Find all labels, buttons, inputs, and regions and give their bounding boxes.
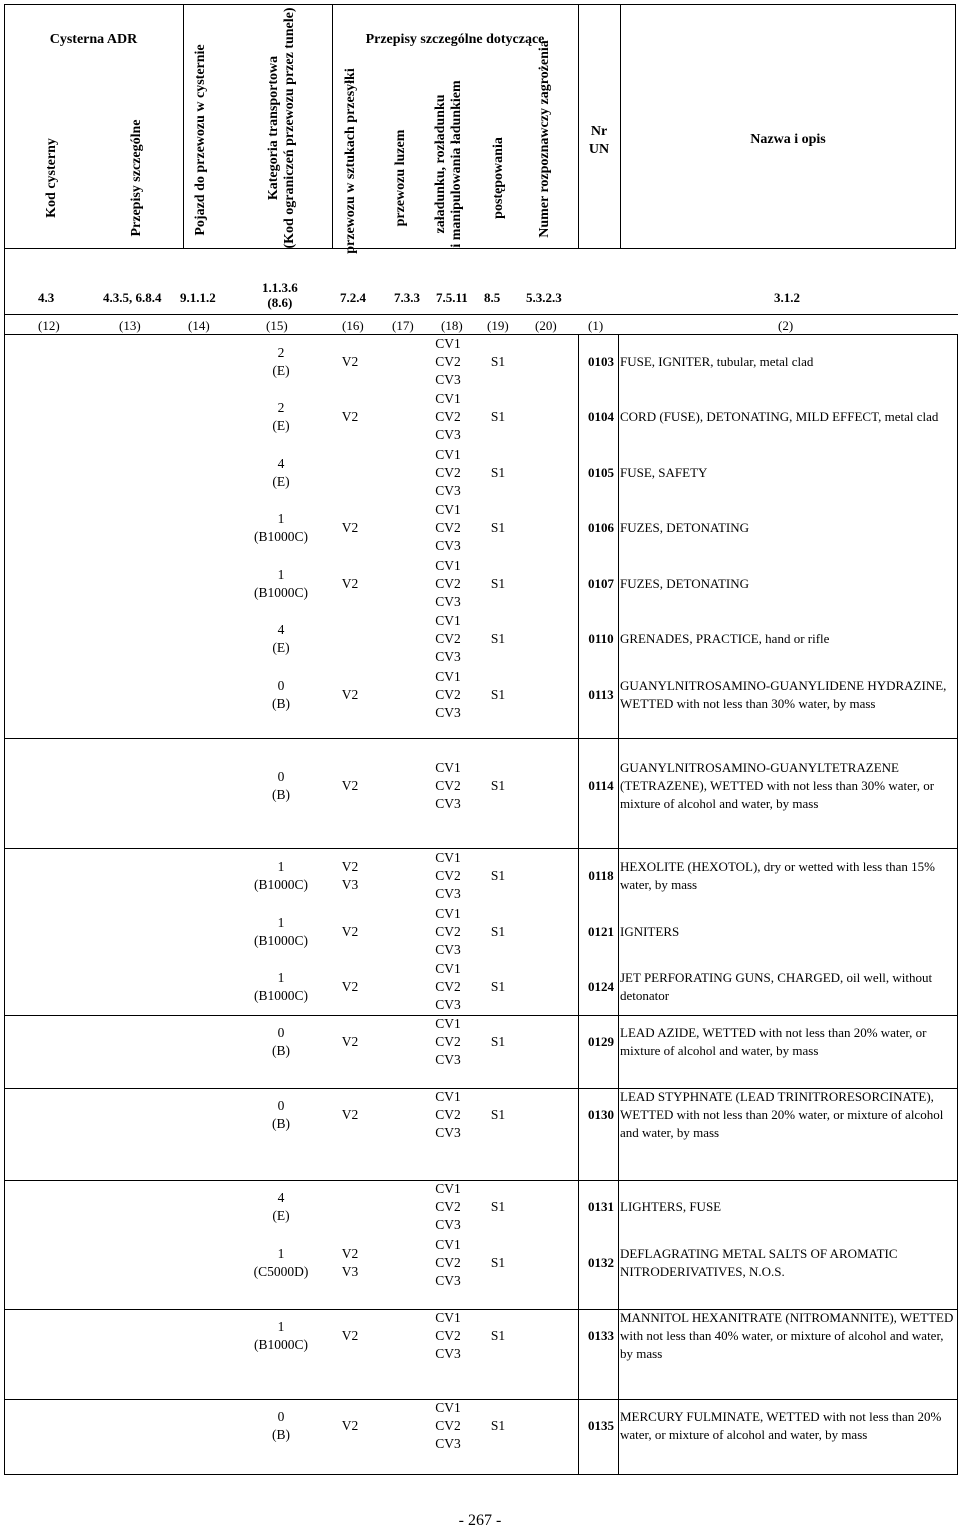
vehicle-code: V2 [341, 576, 359, 591]
vehicle-code: V2 V3 [341, 859, 359, 892]
un-number: 0121 [588, 924, 614, 939]
page-number: - 267 - [458, 1512, 502, 1529]
un-number: 0118 [588, 868, 614, 883]
operation-provision: S1 [490, 576, 506, 591]
un-number: 0124 [588, 979, 614, 994]
cv-provisions: CV1 CV2 CV3 [435, 336, 461, 387]
header-luzem: przewozu luzem [393, 129, 408, 227]
substance-name: HEXOLITE (HEXOTOL), dry or wetted with less than 15% water, by mass [620, 859, 935, 892]
cv-provisions: CV1 CV2 CV3 [435, 850, 461, 901]
cv-provisions: CV1 CV2 CV3 [435, 1016, 461, 1067]
operation-provision: S1 [490, 409, 506, 424]
cv-provisions: CV1 CV2 CV3 [435, 1310, 461, 1361]
header-postepowania: postępowania [491, 137, 506, 219]
transport-category: 4 (E) [272, 456, 290, 489]
vehicle-code: V2 [341, 1034, 359, 1049]
table-row [0, 759, 960, 813]
transport-category: 1 (B1000C) [254, 859, 308, 892]
header-nazwa: Nazwa i opis [750, 132, 826, 147]
operation-provision: S1 [490, 465, 506, 480]
table-row [0, 1180, 960, 1234]
cv-provisions: CV1 CV2 CV3 [435, 906, 461, 957]
colnum-15: (15) [266, 318, 288, 333]
transport-category: 1 (C5000D) [253, 1246, 309, 1279]
vehicle-code: V2 [341, 1418, 359, 1433]
vehicle-code: V2 [341, 520, 359, 535]
un-number: 0104 [588, 409, 614, 424]
colnum-14: (14) [188, 318, 210, 333]
operation-provision: S1 [490, 1328, 506, 1343]
substance-name: LIGHTERS, FUSE [620, 1199, 722, 1214]
un-number: 0107 [588, 576, 614, 591]
transport-category: 1 (B1000C) [254, 970, 308, 1003]
table-row [0, 1015, 960, 1069]
transport-category: 0 (B) [272, 1409, 290, 1442]
operation-provision: S1 [490, 1034, 506, 1049]
header-kategoria: Kategoria transportowa (Kod ograniczeń przewozu przez tunele) [266, 7, 297, 249]
substance-name: DEFLAGRATING METAL SALTS OF AROMATIC NITRODERIVATIVES, N.O.S. [620, 1246, 898, 1279]
transport-category: 1 (B1000C) [254, 511, 308, 544]
transport-category: 0 (B) [272, 769, 290, 802]
header-przepisy-szczegolne: Przepisy szczególne [129, 119, 144, 237]
header-cysterna-adr: Cysterna ADR [49, 32, 138, 47]
table-row [0, 1399, 960, 1453]
transport-category: 0 (B) [272, 1025, 290, 1058]
ref-8-5: 8.5 [484, 290, 501, 305]
operation-provision: S1 [490, 1255, 506, 1270]
transport-category: 1 (B1000C) [254, 567, 308, 600]
cv-provisions: CV1 CV2 CV3 [435, 760, 461, 811]
colnum-1: (1) [588, 318, 604, 333]
un-number: 0129 [588, 1034, 614, 1049]
table-row [0, 1309, 960, 1363]
cv-provisions: CV1 CV2 CV3 [435, 1089, 461, 1140]
header-zaladunku: załadunku, rozładunku i manipulowania ładunkiem [433, 80, 464, 248]
transport-category: 4 (E) [272, 1190, 290, 1223]
cv-provisions: CV1 CV2 CV3 [435, 558, 461, 609]
un-number: 0105 [588, 465, 614, 480]
table-row [0, 1236, 960, 1290]
ref-7-2-4: 7.2.4 [340, 290, 366, 305]
substance-name: LEAD AZIDE, WETTED with not less than 20% water, or mixture of alcohol and water, by mass [620, 1025, 927, 1058]
header-numer-rozpoznawczy: Numer rozpoznawczy zagrożenia [537, 40, 552, 238]
vehicle-code: V2 [341, 924, 359, 939]
operation-provision: S1 [490, 1418, 506, 1433]
table-row [0, 335, 960, 389]
operation-provision: S1 [490, 868, 506, 883]
operation-provision: S1 [490, 979, 506, 994]
substance-name: GRENADES, PRACTICE, hand or rifle [620, 631, 830, 646]
table-row [0, 668, 960, 722]
substance-name: GUANYLNITROSAMINO-GUANYLIDENE HYDRAZINE, WETTED with not less than 30% water, by mass [620, 678, 947, 711]
un-number: 0113 [588, 687, 614, 702]
substance-name: FUZES, DETONATING [620, 520, 750, 535]
ref-3-1-2: 3.1.2 [774, 290, 800, 305]
transport-category: 0 (B) [272, 1098, 290, 1131]
header-pojazd: Pojazd do przewozu w cysternie [193, 44, 208, 236]
operation-provision: S1 [490, 520, 506, 535]
ref-4-3: 4.3 [38, 290, 55, 305]
table-row [0, 905, 960, 959]
substance-name: MERCURY FULMINATE, WETTED with not less than 20% water, or mixture of alcohol and water, by mass [620, 1409, 942, 1442]
transport-category: 2 (E) [272, 400, 290, 433]
cv-provisions: CV1 CV2 CV3 [435, 1181, 461, 1232]
un-number: 0132 [588, 1255, 614, 1270]
un-number: 0133 [588, 1328, 614, 1343]
un-number: 0131 [588, 1199, 614, 1214]
table-row [0, 960, 960, 1014]
operation-provision: S1 [490, 1199, 506, 1214]
colnum-17: (17) [392, 318, 414, 333]
cv-provisions: CV1 CV2 CV3 [435, 502, 461, 553]
vehicle-code: V2 [341, 979, 359, 994]
substance-name: FUSE, IGNITER, tubular, metal clad [620, 354, 814, 369]
operation-provision: S1 [490, 354, 506, 369]
vehicle-code: V2 [341, 354, 359, 369]
header-sztukach: przewozu w sztukach przesyłki [343, 68, 358, 254]
vehicle-code: V2 [341, 1328, 359, 1343]
colnum-18: (18) [441, 318, 463, 333]
colnum-16: (16) [342, 318, 364, 333]
substance-name: JET PERFORATING GUNS, CHARGED, oil well, without detonator [620, 970, 933, 1003]
substance-name: MANNITOL HEXANITRATE (NITROMANNITE), WETTED with not less than 40% water, or mixture of alcohol and water, by mass [620, 1310, 954, 1361]
un-number: 0110 [588, 631, 614, 646]
table-row [0, 849, 960, 903]
table-row [0, 1088, 960, 1142]
transport-category: 2 (E) [272, 345, 290, 378]
substance-name: CORD (FUSE), DETONATING, MILD EFFECT, metal clad [620, 409, 939, 424]
un-number: 0135 [588, 1418, 614, 1433]
colnum-20: (20) [535, 318, 557, 333]
cv-provisions: CV1 CV2 CV3 [435, 1237, 461, 1288]
ref-1-1-3-6: 1.1.3.6 (8.6) [262, 280, 298, 310]
colnum-2: (2) [778, 318, 794, 333]
un-number: 0103 [588, 354, 614, 369]
cv-provisions: CV1 CV2 CV3 [435, 961, 461, 1012]
transport-category: 0 (B) [272, 678, 290, 711]
header-kod-cysterny: Kod cysterny [44, 138, 59, 218]
ref-7-5-11: 7.5.11 [436, 290, 468, 305]
operation-provision: S1 [490, 1107, 506, 1122]
substance-name: FUZES, DETONATING [620, 576, 750, 591]
vehicle-code: V2 [341, 778, 359, 793]
transport-category: 4 (E) [272, 622, 290, 655]
operation-provision: S1 [490, 924, 506, 939]
vehicle-code: V2 [341, 687, 359, 702]
vehicle-code: V2 V3 [341, 1246, 359, 1279]
transport-category: 1 (B1000C) [254, 915, 308, 948]
ref-7-3-3: 7.3.3 [394, 290, 420, 305]
substance-name: IGNITERS [620, 924, 680, 939]
ref-9-1-1-2: 9.1.1.2 [180, 290, 216, 305]
cv-provisions: CV1 CV2 CV3 [435, 391, 461, 442]
header-przepisy-dotyczace: Przepisy szczególne dotyczące [365, 32, 545, 47]
substance-name: FUSE, SAFETY [620, 465, 708, 480]
colnum-19: (19) [487, 318, 509, 333]
table-row [0, 557, 960, 611]
cv-provisions: CV1 CV2 CV3 [435, 669, 461, 720]
ref-4-3-5: 4.3.5, 6.8.4 [103, 290, 162, 305]
substance-name: GUANYLNITROSAMINO-GUANYLTETRAZENE (TETRAZENE), WETTED with not less than 30% water, or mixture of alcohol and water, by mass [620, 760, 935, 811]
cv-provisions: CV1 CV2 CV3 [435, 447, 461, 498]
operation-provision: S1 [490, 778, 506, 793]
cv-provisions: CV1 CV2 CV3 [435, 613, 461, 664]
transport-category: 1 (B1000C) [254, 1319, 308, 1352]
un-number: 0106 [588, 520, 614, 535]
table-row [0, 612, 960, 666]
un-number: 0130 [588, 1107, 614, 1122]
vehicle-code: V2 [341, 409, 359, 424]
header-nr-un: Nr UN [588, 124, 610, 157]
table-row [0, 390, 960, 444]
ref-5-3-2-3: 5.3.2.3 [526, 290, 562, 305]
vehicle-code: V2 [341, 1107, 359, 1122]
colnum-12: (12) [38, 318, 60, 333]
operation-provision: S1 [490, 631, 506, 646]
operation-provision: S1 [490, 687, 506, 702]
cv-provisions: CV1 CV2 CV3 [435, 1400, 461, 1451]
colnum-13: (13) [119, 318, 141, 333]
substance-name: LEAD STYPHNATE (LEAD TRINITRORESORCINATE), WETTED with not less than 20% water, or mixture of alcohol and water, by mass [620, 1089, 944, 1140]
un-number: 0114 [588, 778, 614, 793]
table-row [0, 446, 960, 500]
table-row [0, 501, 960, 555]
